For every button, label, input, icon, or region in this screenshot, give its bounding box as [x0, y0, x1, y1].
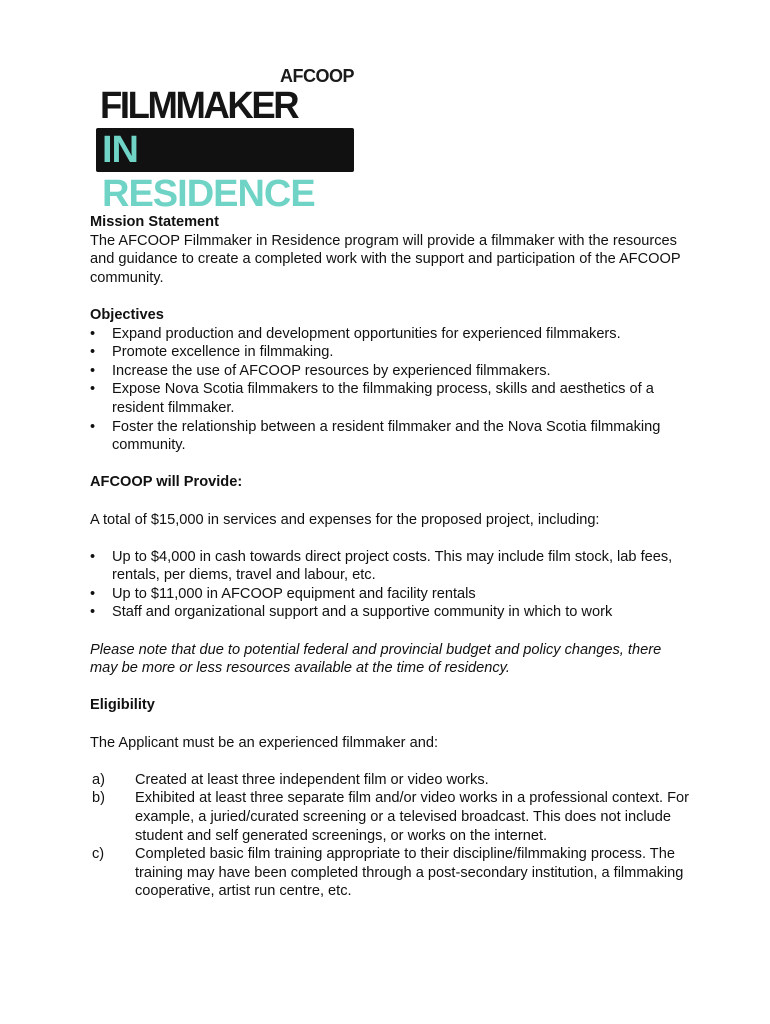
provide-intro: A total of $15,000 in services and expenses for the proposed project, including: — [90, 511, 600, 528]
objectives-section — [90, 306, 690, 455]
eligibility-text: Created at least three independent film or video works. — [135, 771, 489, 788]
objectives-heading: Objectives — [90, 306, 164, 323]
objective-item: • Promote excellence in filmmaking. — [90, 343, 690, 362]
document-body — [90, 213, 690, 901]
objective-item: • Expand production and development opportunities for experienced filmmakers. — [90, 325, 690, 344]
afcoop-logo — [96, 66, 358, 215]
provide-heading: AFCOOP will Provide: — [90, 474, 243, 491]
provide-item: • Staff and organizational support and a supportive community in which to work — [90, 603, 690, 622]
logo-line1: FILMMAKER — [100, 85, 298, 127]
eligibility-marker: c) — [92, 846, 105, 863]
provide-note: Please note that due to potential federal and provincial budget and policy changes, there may be more or less resources available at the time of residency. — [90, 641, 662, 677]
provide-item: • Up to $11,000 in AFCOOP equipment and facility rentals — [90, 585, 690, 604]
provide-section — [90, 473, 690, 678]
eligibility-item — [90, 789, 690, 845]
logo-org: AFCOOP — [279, 66, 354, 86]
objective-item: • Foster the relationship between a resident filmmaker and the Nova Scotia filmmaking community. — [90, 418, 690, 455]
mission-section — [90, 213, 690, 287]
objective-item: • Expose Nova Scotia filmmakers to the filmmaking process, skills and aesthetics of a resident filmmaker. — [90, 380, 690, 417]
mission-heading: Mission Statement — [90, 214, 219, 230]
eligibility-text: Completed basic film training appropriate to their discipline/filmmaking process. The training may have been completed through a post-secondary institution, a filmmaking cooperative, artist run centre, etc. — [135, 846, 684, 900]
eligibility-section — [90, 696, 690, 901]
eligibility-list — [90, 771, 690, 901]
eligibility-marker: b) — [92, 790, 105, 807]
objective-item: • Increase the use of AFCOOP resources by experienced filmmakers. — [90, 362, 690, 381]
objectives-list — [90, 325, 690, 455]
logo-line2: IN RESIDENCE — [102, 129, 315, 215]
eligibility-item — [90, 845, 690, 901]
eligibility-item — [90, 771, 690, 790]
eligibility-text: Exhibited at least three separate film and/or video works in a professional context. For example, a juried/curated screening or a televised broadcast. This does not include student and self generated screenings, or works on the internet. — [135, 790, 690, 844]
mission-text: The AFCOOP Filmmaker in Residence program will provide a filmmaker with the resources and guidance to create a completed work with the support and participation of the AFCOOP community. — [90, 232, 681, 286]
provide-item: • Up to $4,000 in cash towards direct project costs. This may include film stock, lab fees, rentals, per diems, travel and labour, etc. — [90, 548, 690, 585]
eligibility-heading: Eligibility — [90, 697, 155, 714]
provide-list — [90, 548, 690, 622]
eligibility-marker: a) — [92, 771, 105, 788]
eligibility-intro: The Applicant must be an experienced filmmaker and: — [90, 734, 439, 751]
